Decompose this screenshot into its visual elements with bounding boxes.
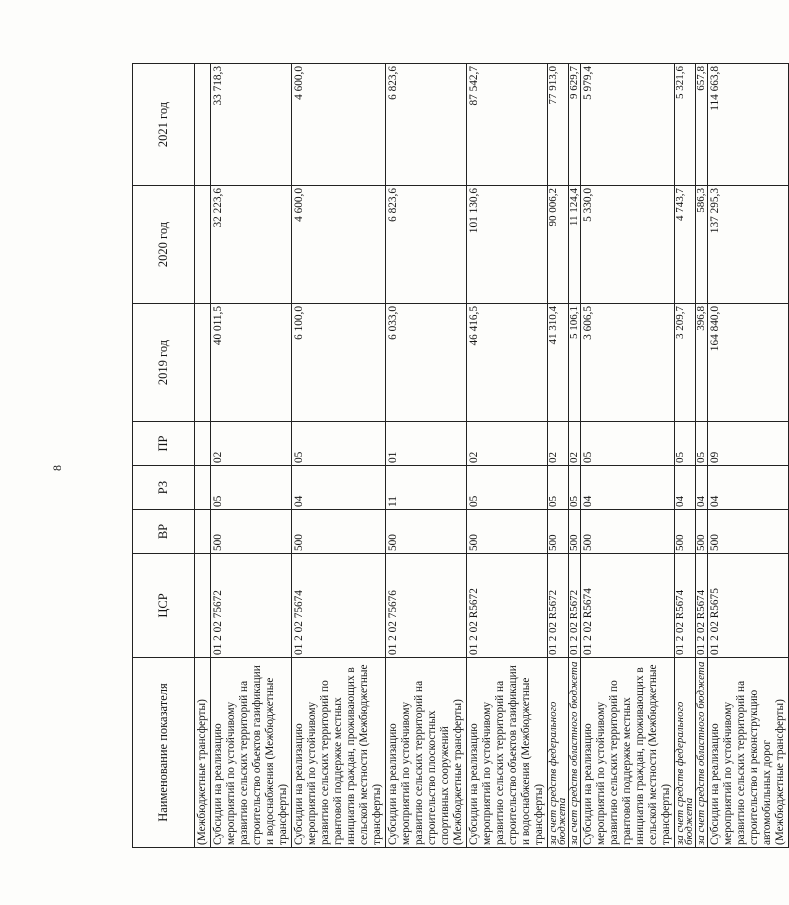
cell-rz: 11	[386, 466, 467, 510]
table-row	[211, 64, 292, 848]
cell-name: за счет средств федерального бюджета	[675, 658, 696, 848]
table-row	[696, 64, 708, 848]
cell-vr: 500	[467, 510, 548, 554]
cell-pr: 05	[581, 422, 675, 466]
cell-2019: 6 033,0	[386, 304, 467, 422]
cell-2020: 6 823,6	[386, 186, 467, 304]
cell-2020: 5 330,0	[581, 186, 675, 304]
cell-2021: 6 823,6	[386, 64, 467, 186]
cell-rz: 04	[696, 466, 708, 510]
cell-pr: 09	[708, 422, 789, 466]
cell-name: Субсидии на реализацию мероприятий по устойчивому развитию сельских территорий по грантовой поддержке местных инициатив граждан, проживающих в сельской местности (Межбюджетные трансферты)	[292, 658, 386, 848]
table-row	[675, 64, 696, 848]
cell-vr: 500	[292, 510, 386, 554]
cell-2021: 4 600,0	[292, 64, 386, 186]
table-header-row	[133, 64, 195, 848]
cell-2019	[195, 304, 211, 422]
budget-table	[132, 63, 789, 848]
table-row	[195, 64, 211, 848]
cell-csr: 01 2 02 R5674	[581, 554, 675, 658]
cell-csr: 01 2 02 R5674	[696, 554, 708, 658]
cell-rz: 04	[708, 466, 789, 510]
cell-pr: 01	[386, 422, 467, 466]
cell-rz	[195, 466, 211, 510]
cell-vr	[195, 510, 211, 554]
cell-2020	[195, 186, 211, 304]
cell-pr	[195, 422, 211, 466]
cell-2020: 4 743,7	[675, 186, 696, 304]
cell-2021: 33 718,3	[211, 64, 292, 186]
table-row	[569, 64, 581, 848]
cell-csr: 01 2 02 R5675	[708, 554, 789, 658]
table-row	[292, 64, 386, 848]
header-2020: 2020 год	[133, 186, 195, 304]
cell-name: Субсидии на реализацию мероприятий по устойчивому развитию сельских территорий на строительство и реконструкцию автомобильных дорог (Межбюджетные трансферты)	[708, 658, 789, 848]
cell-name: за счет средств федерального бюджета	[548, 658, 569, 848]
cell-2021: 77 913,0	[548, 64, 569, 186]
cell-2020: 11 124,4	[569, 186, 581, 304]
cell-name: Субсидии на реализацию мероприятий по устойчивому развитию сельских территорий на строительство объектов газификации и водоснабжения (Межбюджетные трансферты)	[467, 658, 548, 848]
table-body	[195, 64, 789, 848]
cell-2020: 101 130,6	[467, 186, 548, 304]
cell-rz: 05	[548, 466, 569, 510]
header-name: Наименование показателя	[133, 658, 195, 848]
cell-2020: 137 295,3	[708, 186, 789, 304]
cell-2021: 9 629,7	[569, 64, 581, 186]
table-row	[386, 64, 467, 848]
cell-rz: 04	[581, 466, 675, 510]
cell-2020: 4 600,0	[292, 186, 386, 304]
table-row	[467, 64, 548, 848]
cell-name: за счет средств областного бюджета	[696, 658, 708, 848]
cell-csr: 01 2 02 75674	[292, 554, 386, 658]
cell-2019: 5 106,1	[569, 304, 581, 422]
cell-rz: 05	[211, 466, 292, 510]
page-number: 8	[50, 465, 64, 471]
header-csr: ЦСР	[133, 554, 195, 658]
cell-pr: 05	[675, 422, 696, 466]
cell-2021	[195, 64, 211, 186]
cell-csr: 01 2 02 R5672	[569, 554, 581, 658]
cell-2021: 5 321,6	[675, 64, 696, 186]
cell-vr: 500	[675, 510, 696, 554]
cell-rz: 05	[569, 466, 581, 510]
cell-2021: 87 542,7	[467, 64, 548, 186]
table-row	[708, 64, 789, 848]
cell-rz: 05	[467, 466, 548, 510]
header-vr: ВР	[133, 510, 195, 554]
cell-vr: 500	[211, 510, 292, 554]
cell-2019: 40 011,5	[211, 304, 292, 422]
cell-2021: 114 663,8	[708, 64, 789, 186]
cell-2019: 46 416,5	[467, 304, 548, 422]
cell-2019: 6 100,0	[292, 304, 386, 422]
table-row	[581, 64, 675, 848]
cell-2020: 90 006,2	[548, 186, 569, 304]
cell-vr: 500	[696, 510, 708, 554]
cell-name: Субсидии на реализацию мероприятий по устойчивому развитию сельских территорий по грантовой поддержке местных инициатив граждан, проживающих в сельской местности (Межбюджетные трансферты)	[581, 658, 675, 848]
cell-vr: 500	[581, 510, 675, 554]
cell-name: Субсидии на реализацию мероприятий по устойчивому развитию сельских территорий на строительство объектов газификации и водоснабжения (Межбюджетные трансферты)	[211, 658, 292, 848]
cell-csr	[195, 554, 211, 658]
cell-pr: 02	[569, 422, 581, 466]
cell-2019: 164 840,0	[708, 304, 789, 422]
cell-rz: 04	[292, 466, 386, 510]
header-2021: 2021 год	[133, 64, 195, 186]
rotated-page-content	[132, 64, 786, 848]
header-pr: ПР	[133, 422, 195, 466]
cell-2021: 657,8	[696, 64, 708, 186]
cell-name: за счет средств областного бюджета	[569, 658, 581, 848]
cell-csr: 01 2 02 75676	[386, 554, 467, 658]
cell-pr: 05	[696, 422, 708, 466]
cell-2020: 32 223,6	[211, 186, 292, 304]
cell-name: (Межбюджетные трансферты)	[195, 658, 211, 848]
cell-pr: 02	[211, 422, 292, 466]
cell-csr: 01 2 02 75672	[211, 554, 292, 658]
cell-2019: 396,8	[696, 304, 708, 422]
cell-2019: 3 606,5	[581, 304, 675, 422]
cell-2021: 5 979,4	[581, 64, 675, 186]
cell-csr: 01 2 02 R5674	[675, 554, 696, 658]
cell-pr: 05	[292, 422, 386, 466]
cell-vr: 500	[708, 510, 789, 554]
cell-name: Субсидии на реализацию мероприятий по устойчивому развитию сельских территорий на строительство плоскостных спортивных сооружений (Межбюджетные трансферты)	[386, 658, 467, 848]
cell-2019: 3 209,7	[675, 304, 696, 422]
cell-pr: 02	[548, 422, 569, 466]
cell-csr: 01 2 02 R5672	[467, 554, 548, 658]
cell-rz: 04	[675, 466, 696, 510]
header-2019: 2019 год	[133, 304, 195, 422]
table-row	[548, 64, 569, 848]
cell-vr: 500	[386, 510, 467, 554]
cell-pr: 02	[467, 422, 548, 466]
cell-csr: 01 2 02 R5672	[548, 554, 569, 658]
cell-2020: 586,3	[696, 186, 708, 304]
cell-2019: 41 310,4	[548, 304, 569, 422]
header-rz: РЗ	[133, 466, 195, 510]
cell-vr: 500	[569, 510, 581, 554]
cell-vr: 500	[548, 510, 569, 554]
